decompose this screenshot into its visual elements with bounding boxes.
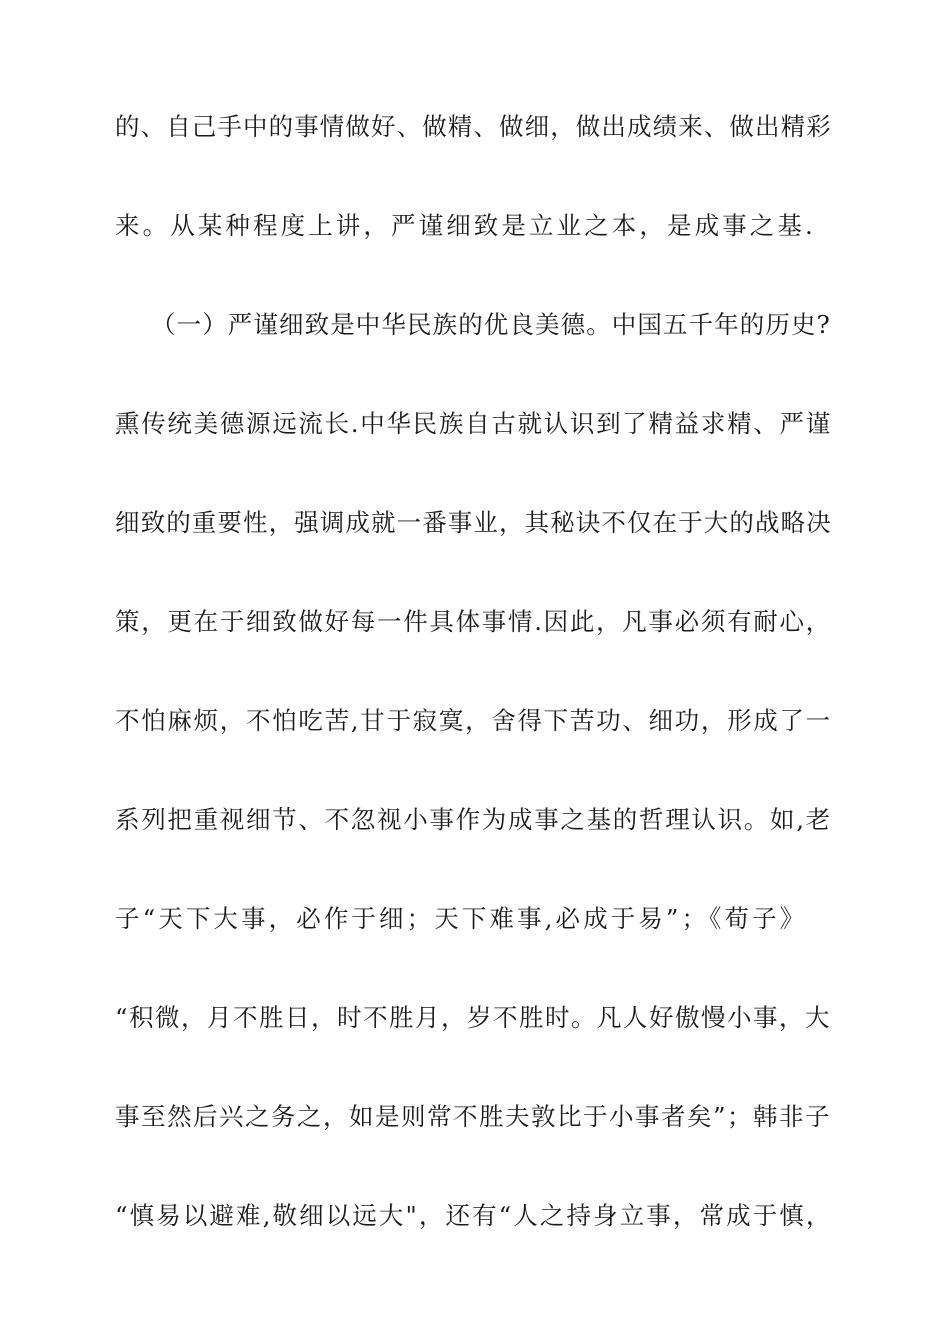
text-line-2: 来。从某种程度上讲，严谨细致是立业之本，是成事之基. [115, 211, 816, 240]
text-line-7: 不怕麻烦，不怕吃苦,甘于寂寞，舍得下苦功、细功，形成了一 [115, 706, 832, 735]
text-line-1: 的、自己手中的事情做好、做精、做细，做出成绩来、做出精彩 [115, 112, 832, 141]
text-line-3: （一）严谨细致是中华民族的优良美德。中国五千年的历史? [151, 310, 831, 339]
text-line-9: 子“天下大事，必作于细；天下难事,必成于易”；《荀子》 [115, 904, 808, 933]
text-line-8: 系列把重视细节、不忽视小事作为成事之基的哲理认识。如,老 [115, 805, 832, 834]
text-line-10: “积微，月不胜日，时不胜月，岁不胜时。凡人好傲慢小事，大 [115, 1003, 832, 1032]
text-line-4: 熏传统美德源远流长.中华民族自古就认识到了精益求精、严谨 [115, 409, 832, 438]
text-line-5: 细致的重要性，强调成就一番事业，其秘诀不仅在于大的战略决 [115, 508, 832, 537]
text-line-12: “慎易以避难,敬细以远大"，还有“人之持身立事，常成于慎， [115, 1201, 833, 1230]
text-line-6: 策，更在于细致做好每一件具体事情.因此，凡事必须有耐心， [115, 607, 832, 636]
text-line-11: 事至然后兴之务之，如是则常不胜夫敦比于小事者矣”；韩非子 [115, 1102, 832, 1131]
body-text [115, 103, 835, 1291]
